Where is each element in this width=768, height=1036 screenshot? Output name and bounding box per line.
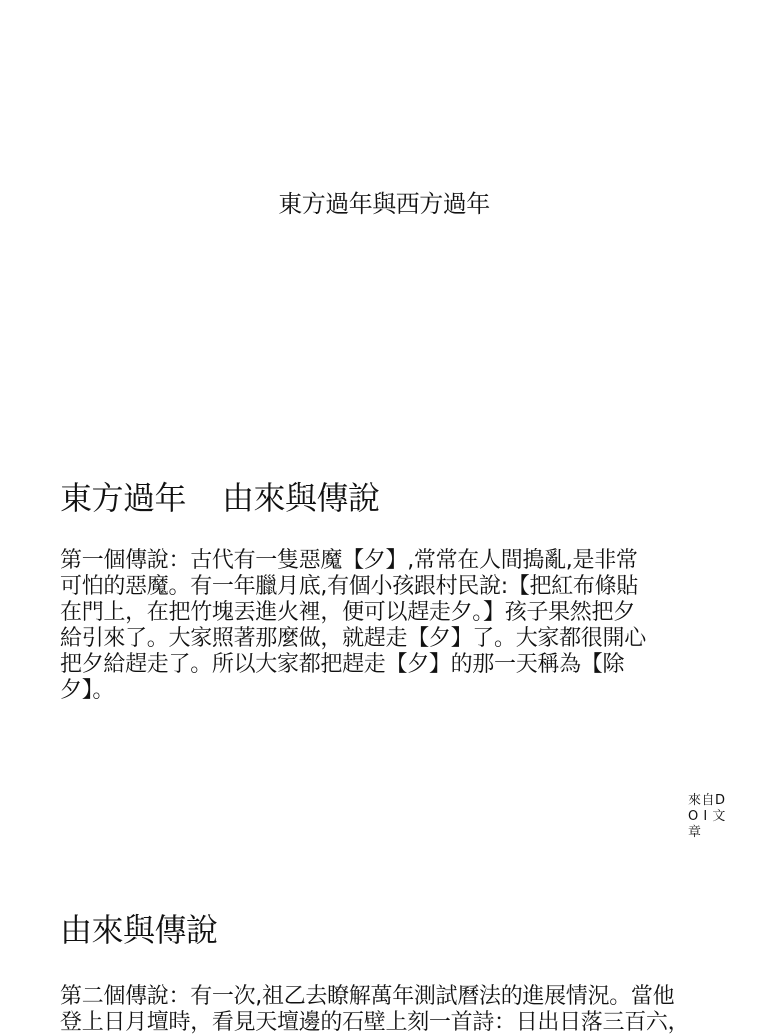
section-paragraph-1: 第一個傳說：古代有一隻惡魔【夕】,常常在人間搗亂,是非常 可怕的惡魔。有一年臘月底,有個小孩跟村民說:【把紅布條貼 在門上，在把竹塊丟進火裡，便可以趕走夕。】孩子果然把夕 給引來了。大家照著那麼做，就趕走【夕】了。大家都很開心 把夕給趕走了。所以大家都把趕走【夕】的那一天稱為【除 夕】。: [60, 548, 646, 703]
section-paragraph-2: 第二個傳說：有一次,祖乙去瞭解萬年測試曆法的進展情況。當他 登上日月壇時，看見天壇邊的石壁上刻一首詩：日出日落三百六，: [60, 984, 690, 1035]
section-heading-1-part1: 東方過年: [60, 479, 187, 517]
document-title: 東方過年與西方過年: [278, 190, 490, 218]
section-heading-1-part2: 由來與傳說: [222, 479, 380, 517]
section-heading-2: 由來與傳說: [60, 911, 218, 949]
section-heading-1: [60, 476, 380, 520]
source-note: 來自D O I 文 章: [688, 793, 726, 840]
